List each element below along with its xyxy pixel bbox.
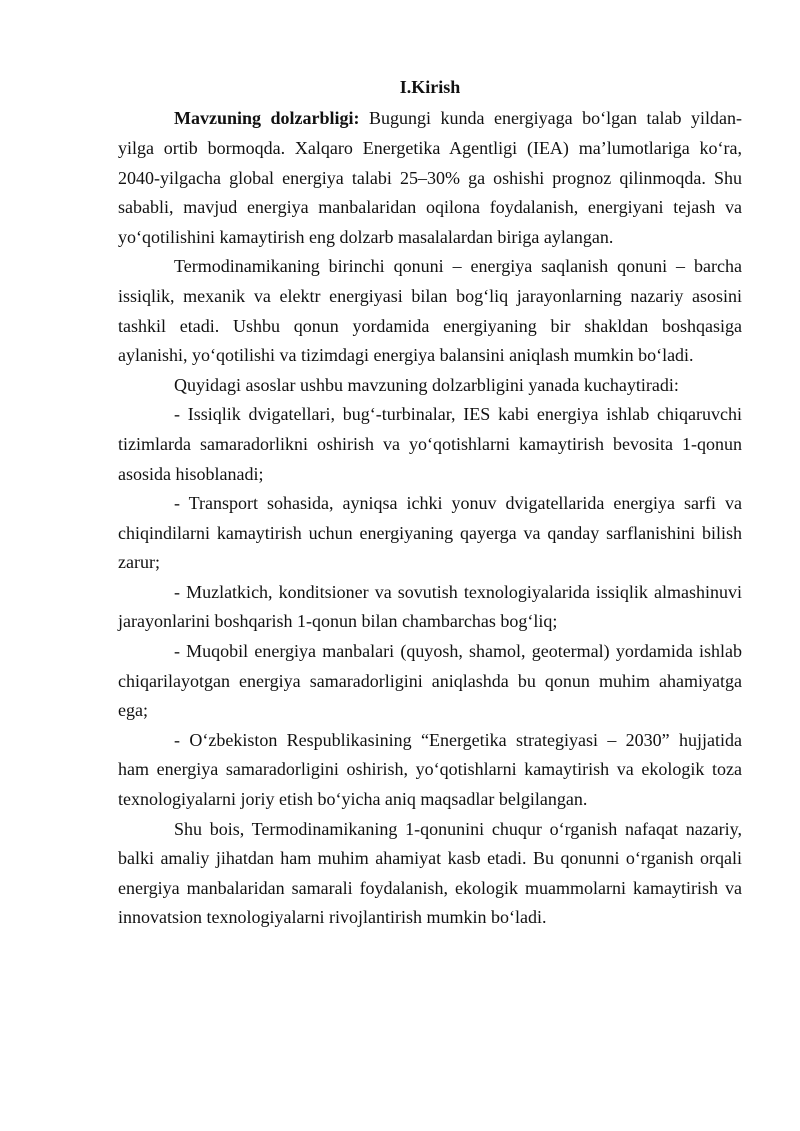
list-item-transport <box>118 489 742 578</box>
paragraph-text: - Transport sohasida, ayniqsa ichki yonuv dvigatellarida energiya sarfi va chiqindilarni kamaytirish uchun energiyaning qayerga va qanday sarflanishini bilish zarur; <box>118 493 742 573</box>
paragraph-text: Bugungi kunda energiyaga bo‘lgan talab yildan-yilga ortib bormoqda. Xalqaro Energetika Agentligi (IEA) ma’lumotlariga ko‘ra, 2040-yilgacha global energiya talabi 25–30% ga oshishi prognoz qilinmoqda. Shu sababli, mavjud energiya manbalaridan oqilona foydalanish, energiyani tejash va yo‘qotilishini kamaytirish eng dolzarb masalalardan biriga aylangan. <box>118 108 742 247</box>
paragraph-lead: Mavzuning dolzarbligi: <box>174 108 360 129</box>
paragraph-text: Termodinamikaning birinchi qonuni – energiya saqlanish qonuni – barcha issiqlik, mexanik va elektr energiyasi bilan bog‘liq jarayonlarning nazariy asosini tashkil etadi. Ushbu qonun yordamida energiyaning bir shakldan boshqasiga aylanishi, yo‘qotilishi va tizimdagi energiya balansini aniqlash mumkin bo‘ladi. <box>118 256 742 366</box>
paragraph-first-law <box>118 252 742 370</box>
paragraph-text: - Muzlatkich, konditsioner va sovutish texnologiyalarida issiqlik almashinuvi jarayonlarini boshqarish 1-qonun bilan chambarchas bog‘liq; <box>118 581 742 632</box>
list-item-heat-engines <box>118 400 742 489</box>
paragraph-text: - O‘zbekiston Respublikasining “Energetika strategiyasi – 2030” hujjatida ham energiya samaradorligini oshirish, yo‘qotishlarni kamaytirish va ekologik toza texnologiyalarni joriy etish bo‘yicha aniq maqsadlar belgilangan. <box>118 729 742 810</box>
list-item-strategy-2030 <box>118 726 742 815</box>
paragraph-relevance <box>118 104 742 252</box>
list-item-refrigeration <box>118 578 742 637</box>
list-item-renewables <box>118 637 742 726</box>
paragraph-intro-list <box>118 371 742 401</box>
paragraph-text: Shu bois, Termodinamikaning 1-qonunini chuqur o‘rganish nafaqat nazariy, balki amaliy jihatdan ham muhim ahamiyat kasb etadi. Bu qonunni o‘rganish orqali energiya manbalaridan samarali foydalanish, ekologik muammolarni kamaytirish va innovatsion texnologiyalarni rivojlantirish mumkin bo‘ladi. <box>118 818 742 928</box>
paragraph-text: Quyidagi asoslar ushbu mavzuning dolzarbligini yanada kuchaytiradi: <box>174 374 679 395</box>
paragraph-conclusion <box>118 815 742 933</box>
paragraph-text: - Muqobil energiya manbalari (quyosh, shamol, geotermal) yordamida ishlab chiqarilayotgan energiya samaradorligini aniqlashda bu qonun muhim ahamiyatga ega; <box>118 641 742 721</box>
paragraph-text: - Issiqlik dvigatellari, bug‘-turbinalar, IES kabi energiya ishlab chiqaruvchi tizimlarda samaradorlikni oshirish va yo‘qotishlarni kamaytirish bevosita 1-qonun asosida hisoblanadi; <box>118 404 742 484</box>
page-content <box>118 70 742 933</box>
section-title: I.Kirish <box>399 77 461 97</box>
